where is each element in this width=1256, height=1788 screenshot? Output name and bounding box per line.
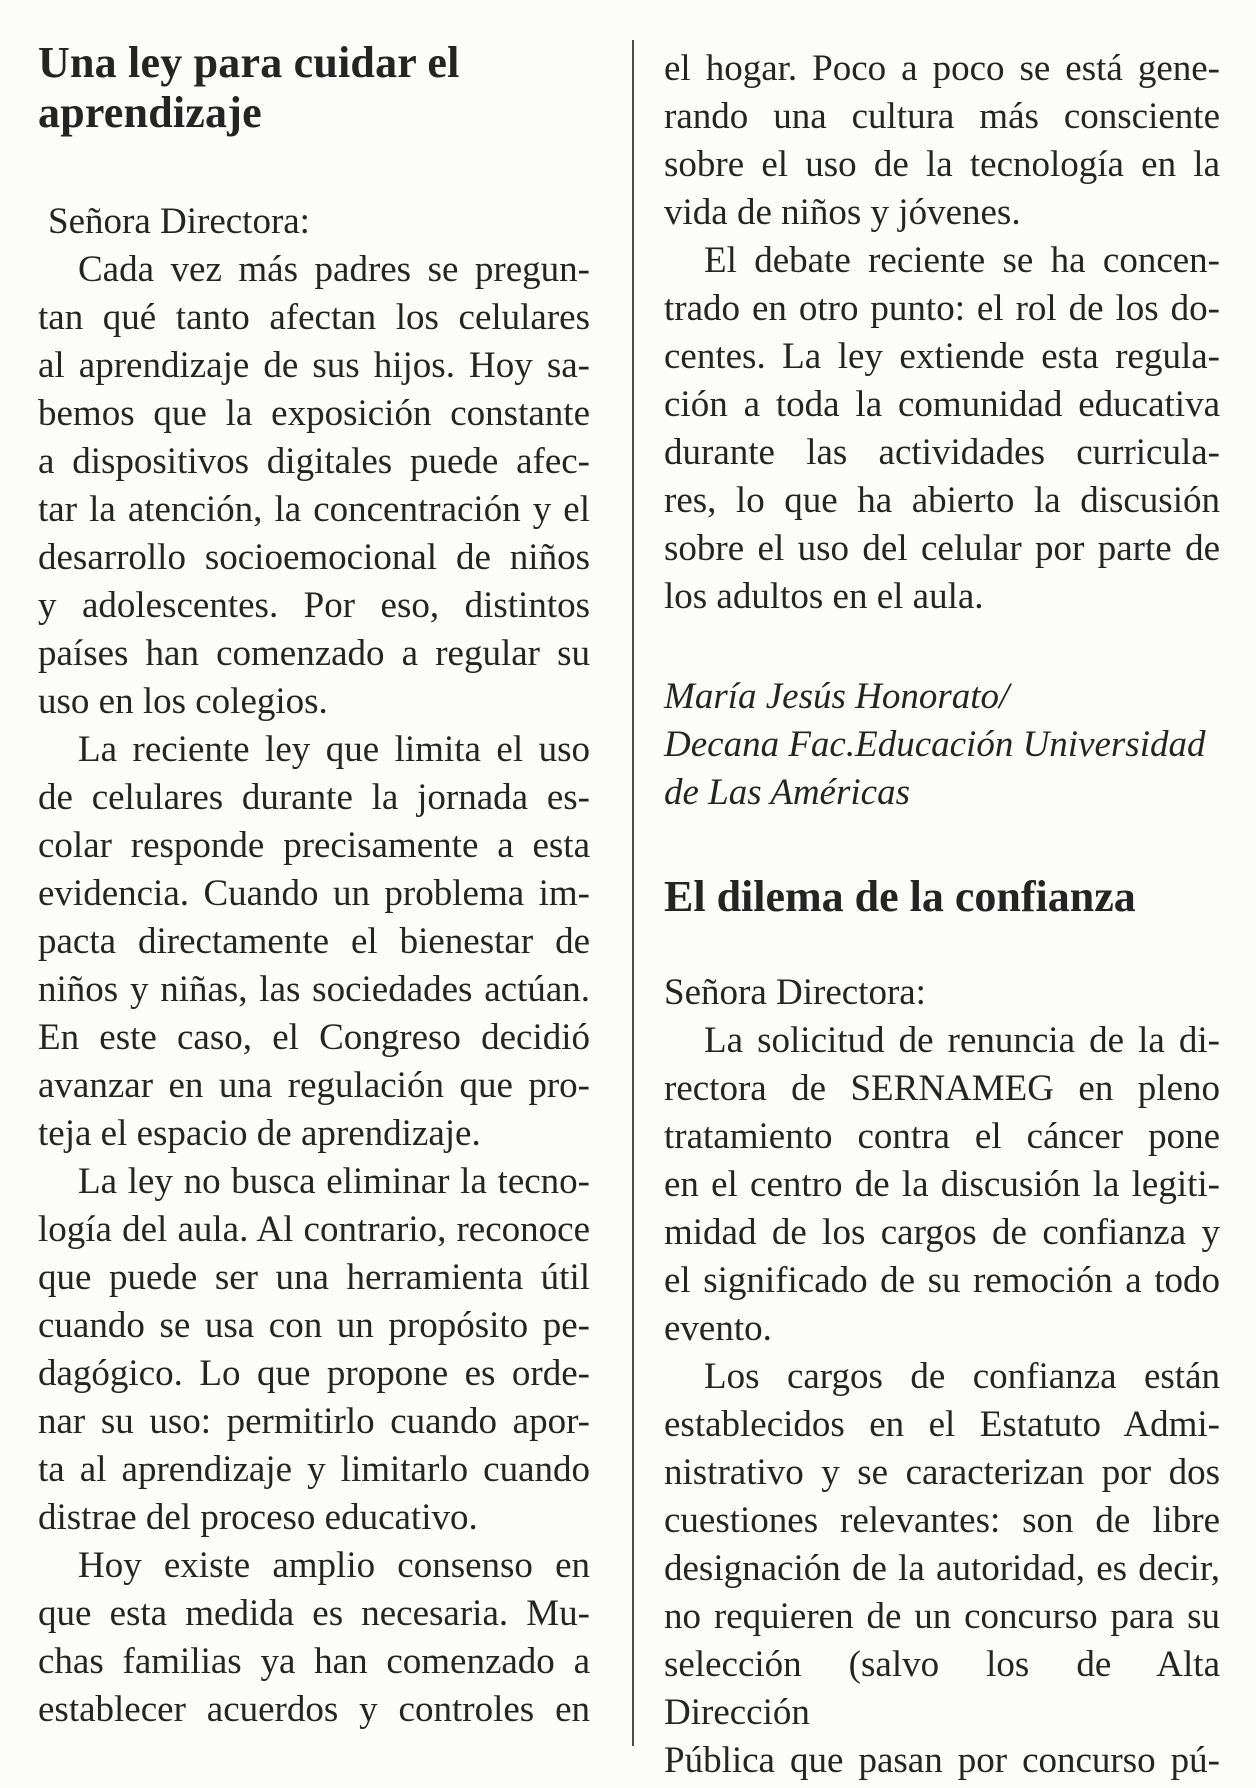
salutation-line: Señora Directora:	[664, 972, 926, 1013]
text-line: que puede ser una herramienta útil	[38, 1257, 590, 1298]
text-line: sobre el uso de la tecnología en la	[664, 144, 1220, 185]
text-line: La solicitud de renuncia de la di-	[704, 1020, 1220, 1061]
text-line: Cada vez más padres se pregun-	[78, 249, 590, 290]
salutation-line: Señora Directora:	[48, 201, 310, 242]
right-column	[664, 45, 1220, 1785]
text-line: de celulares durante la jornada es-	[38, 777, 590, 818]
text-line: rectora de SERNAMEG en pleno	[664, 1068, 1220, 1109]
text-line: El debate reciente se ha concen-	[704, 240, 1220, 281]
text-line: cuando se usa con un propósito pe-	[38, 1305, 590, 1346]
text-line: establecer acuerdos y controles en	[38, 1689, 590, 1730]
text-line: no requieren de un concurso para su	[664, 1596, 1220, 1637]
text-line: La reciente ley que limita el uso	[78, 729, 590, 770]
text-line: selección (salvo los de Alta Dirección	[664, 1644, 1220, 1733]
text-line: evento.	[664, 1308, 772, 1349]
text-line: nistrativo y se caracterizan por dos	[664, 1452, 1220, 1493]
text-line: en el centro de la discusión la legiti-	[664, 1164, 1220, 1205]
signature-line: María Jesús Honorato/	[664, 676, 1010, 717]
text-line: teja el espacio de aprendizaje.	[38, 1113, 481, 1154]
text-line: niños y niñas, las sociedades actúan.	[38, 969, 590, 1010]
text-line: evidencia. Cuando un problema im-	[38, 873, 590, 914]
text-line: colar responde precisamente a esta	[38, 825, 590, 866]
text-line: desarrollo socioemocional de niños	[38, 537, 590, 578]
text-line: durante las actividades curricula-	[664, 432, 1220, 473]
text-line: sobre el uso del celular por parte de	[664, 528, 1220, 569]
text-line: Hoy existe amplio consenso en	[78, 1545, 590, 1586]
text-line: logía del aula. Al contrario, reconoce	[38, 1209, 590, 1250]
letter-title-line: Una ley para cuidar el	[38, 38, 460, 87]
text-line: tar la atención, la concentración y el	[38, 489, 590, 530]
text-line: res, lo que ha abierto la discusión	[664, 480, 1220, 521]
text-line: el hogar. Poco a poco se está gene-	[664, 48, 1220, 89]
signature-line: de Las Américas	[664, 772, 910, 813]
column-divider	[632, 40, 634, 1746]
left-column	[38, 38, 590, 1734]
text-line: cuestiones relevantes: son de libre	[664, 1500, 1220, 1541]
text-line: centes. La ley extiende esta regula-	[664, 336, 1220, 377]
text-line: bemos que la exposición constante	[38, 393, 590, 434]
text-line: nar su uso: permitirlo cuando apor-	[38, 1401, 590, 1442]
text-line: el significado de su remoción a todo	[664, 1260, 1220, 1301]
text-line: dagógico. Lo que propone es orde-	[38, 1353, 590, 1394]
text-line: distrae del proceso educativo.	[38, 1497, 478, 1538]
text-line: a dispositivos digitales puede afec-	[38, 441, 590, 482]
text-line: pacta directamente el bienestar de	[38, 921, 590, 962]
text-line: chas familias ya han comenzado a	[38, 1641, 590, 1682]
text-line: establecidos en el Estatuto Admi-	[664, 1404, 1220, 1445]
letter-title-line: aprendizaje	[38, 88, 262, 137]
signature-line: Decana Fac.Educación Universidad	[664, 724, 1206, 765]
text-line: trado en otro punto: el rol de los do-	[664, 288, 1220, 329]
text-line: avanzar en una regulación que pro-	[38, 1065, 590, 1106]
text-line: los adultos en el aula.	[664, 576, 984, 617]
text-line: países han comenzado a regular su	[38, 633, 590, 674]
text-line: ta al aprendizaje y limitarlo cuando	[38, 1449, 590, 1490]
text-line: uso en los colegios.	[38, 681, 328, 722]
text-line: rando una cultura más consciente	[664, 96, 1220, 137]
text-line: Los cargos de confianza están	[704, 1356, 1220, 1397]
text-line: En este caso, el Congreso decidió	[38, 1017, 590, 1058]
text-line: y adolescentes. Por eso, distintos	[38, 585, 590, 626]
letter-title	[38, 38, 590, 138]
letter-signature	[664, 673, 1220, 817]
text-line: La ley no busca eliminar la tecno-	[78, 1161, 590, 1202]
text-line: Pública que pasan por concurso pú-	[664, 1740, 1220, 1781]
letter-title-line: El dilema de la confianza	[664, 872, 1136, 921]
text-line: vida de niños y jóvenes.	[664, 192, 1021, 233]
text-line: designación de la autoridad, es decir,	[664, 1548, 1220, 1589]
text-line: tratamiento contra el cáncer pone	[664, 1116, 1220, 1157]
text-line: que esta medida es necesaria. Mu-	[38, 1593, 590, 1634]
text-line: tan qué tanto afectan los celulares	[38, 297, 590, 338]
text-line: ción a toda la comunidad educativa	[664, 384, 1220, 425]
text-line: al aprendizaje de sus hijos. Hoy sa-	[38, 345, 590, 386]
letter-title	[664, 871, 1220, 923]
text-line: midad de los cargos de confianza y	[664, 1212, 1220, 1253]
